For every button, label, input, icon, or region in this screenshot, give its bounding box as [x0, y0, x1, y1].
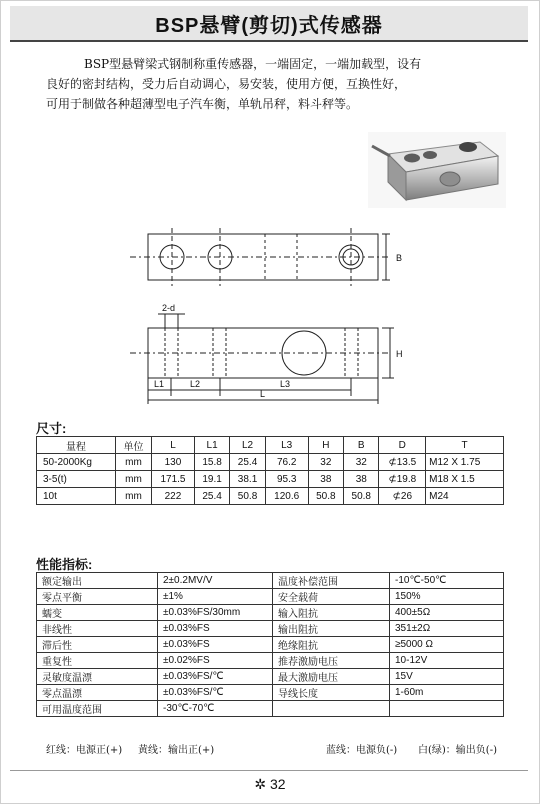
- intro-paragraph: [46, 54, 486, 114]
- spec-label: 可用温度范围: [37, 701, 158, 717]
- spec-label: 输入阻抗: [273, 605, 390, 621]
- performance-table: [36, 572, 504, 717]
- table-cell: 25.4: [194, 488, 229, 505]
- table-cell: 76.2: [265, 454, 308, 471]
- spec-label: 灵敏度温漂: [37, 669, 158, 685]
- table-cell: mm: [115, 454, 151, 471]
- table-cell: 32: [344, 454, 379, 471]
- table-header-cell: L: [152, 437, 195, 454]
- spec-label: 零点平衡: [37, 589, 158, 605]
- table-cell: 38.1: [230, 471, 265, 488]
- table-row: [37, 653, 504, 669]
- spec-value: 150%: [390, 589, 504, 605]
- spec-label: 额定输出: [37, 573, 158, 589]
- intro-line: BSP型悬臂梁式钢制称重传感器，一端固定，一端加载型，设有: [84, 57, 422, 71]
- table-row: [37, 637, 504, 653]
- wire-white: 白(绿)：输出负(-): [418, 745, 497, 756]
- table-cell: mm: [115, 488, 151, 505]
- label-l: L: [260, 389, 266, 399]
- spec-value: 10-12V: [390, 653, 504, 669]
- table-cell: 3-5(t): [37, 471, 116, 488]
- table-cell: 171.5: [152, 471, 195, 488]
- table-cell: M24: [426, 488, 504, 505]
- table-header-cell: L2: [230, 437, 265, 454]
- table-header-row: [37, 437, 504, 454]
- table-cell: 50.8: [230, 488, 265, 505]
- spec-label: 安全载荷: [273, 589, 390, 605]
- table-cell: M12 X 1.75: [426, 454, 504, 471]
- table-cell: 95.3: [265, 471, 308, 488]
- spec-value: -10℃-50℃: [390, 573, 504, 589]
- spec-value: ±0.03%FS: [158, 637, 273, 653]
- spec-value: ±0.03%FS/30mm: [158, 605, 273, 621]
- table-header-cell: H: [308, 437, 343, 454]
- spec-value: ±0.02%FS: [158, 653, 273, 669]
- table-row: [37, 573, 504, 589]
- table-cell: 50-2000Kg: [37, 454, 116, 471]
- spec-value: 2±0.2MV/V: [158, 573, 273, 589]
- spec-value: ±0.03%FS/℃: [158, 685, 273, 701]
- table-header-cell: L3: [265, 437, 308, 454]
- product-photo: [368, 132, 506, 208]
- spec-value: ±0.03%FS: [158, 621, 273, 637]
- spec-label: [273, 701, 390, 717]
- spec-label: 最大激励电压: [273, 669, 390, 685]
- wire-red: 红线：电源正(+): [46, 745, 123, 756]
- label-l2: L2: [190, 379, 201, 389]
- label-2d: 2-d: [162, 303, 176, 313]
- spec-value: 1-60m: [390, 685, 504, 701]
- footer-rule: [10, 770, 528, 771]
- table-cell: 130: [152, 454, 195, 471]
- table-header-cell: 单位: [115, 437, 151, 454]
- performance-heading: 性能指标:: [36, 557, 93, 572]
- dimension-drawing: [120, 220, 420, 410]
- table-row: [37, 669, 504, 685]
- table-row: [37, 589, 504, 605]
- spec-value: ±0.03%FS/℃: [158, 669, 273, 685]
- table-cell: mm: [115, 471, 151, 488]
- table-cell: 32: [308, 454, 343, 471]
- spec-value: [390, 701, 504, 717]
- spec-label: 温度补偿范围: [273, 573, 390, 589]
- page-number: [0, 776, 540, 793]
- table-cell: 38: [308, 471, 343, 488]
- spec-label: 绝缘阻抗: [273, 637, 390, 653]
- table-cell: 25.4: [230, 454, 265, 471]
- dimensions-table: [36, 436, 504, 505]
- spec-value: ≥5000 Ω: [390, 637, 504, 653]
- table-row: [37, 701, 504, 717]
- label-l1: L1: [154, 379, 165, 389]
- intro-line: 可用于制做各种超薄型电子汽车衡，单轨吊秤，料斗秤等。: [46, 97, 359, 111]
- table-cell: ⊄13.5: [379, 454, 426, 471]
- table-cell: ⊄19.8: [379, 471, 426, 488]
- table-header-cell: B: [344, 437, 379, 454]
- spec-label: 重复性: [37, 653, 158, 669]
- table-row: [37, 454, 504, 471]
- table-row: [37, 488, 504, 505]
- table-cell: 50.8: [308, 488, 343, 505]
- spec-value: -30℃-70℃: [158, 701, 273, 717]
- table-row: [37, 471, 504, 488]
- dimensions-heading: 尺寸:: [36, 421, 67, 436]
- table-row: [37, 605, 504, 621]
- page-number-text: 32: [270, 776, 286, 792]
- spec-label: 蠕变: [37, 605, 158, 621]
- spec-label: 非线性: [37, 621, 158, 637]
- spec-label: 推荐激励电压: [273, 653, 390, 669]
- table-cell: 222: [152, 488, 195, 505]
- spec-label: 导线长度: [273, 685, 390, 701]
- spec-value: 15V: [390, 669, 504, 685]
- wire-blue: 蓝线：电源负(-): [326, 745, 398, 756]
- table-cell: 38: [344, 471, 379, 488]
- star-icon: ✲: [254, 776, 267, 792]
- table-cell: 10t: [37, 488, 116, 505]
- table-row: [37, 685, 504, 701]
- table-cell: 19.1: [194, 471, 229, 488]
- table-header-cell: T: [426, 437, 504, 454]
- wire-yellow: 黄线：输出正(+): [138, 745, 215, 756]
- spec-value: 400±5Ω: [390, 605, 504, 621]
- page-title: BSP悬臂(剪切)式传感器: [155, 14, 383, 37]
- label-l3: L3: [280, 379, 291, 389]
- title-bar: [10, 6, 528, 42]
- spec-value: 351±2Ω: [390, 621, 504, 637]
- spec-value: ±1%: [158, 589, 273, 605]
- spec-label: 输出阻抗: [273, 621, 390, 637]
- table-header-cell: D: [379, 437, 426, 454]
- table-cell: 15.8: [194, 454, 229, 471]
- table-cell: ⊄26: [379, 488, 426, 505]
- table-row: [37, 621, 504, 637]
- intro-line: 良好的密封结构，受力后自动调心，易安装，使用方便，互换性好，: [46, 77, 407, 91]
- spec-label: 零点温漂: [37, 685, 158, 701]
- table-header-cell: 量程: [37, 437, 116, 454]
- table-cell: 50.8: [344, 488, 379, 505]
- table-header-cell: L1: [194, 437, 229, 454]
- spec-label: 滞后性: [37, 637, 158, 653]
- table-cell: M18 X 1.5: [426, 471, 504, 488]
- table-cell: 120.6: [265, 488, 308, 505]
- label-b: B: [396, 253, 403, 263]
- label-h: H: [396, 349, 403, 359]
